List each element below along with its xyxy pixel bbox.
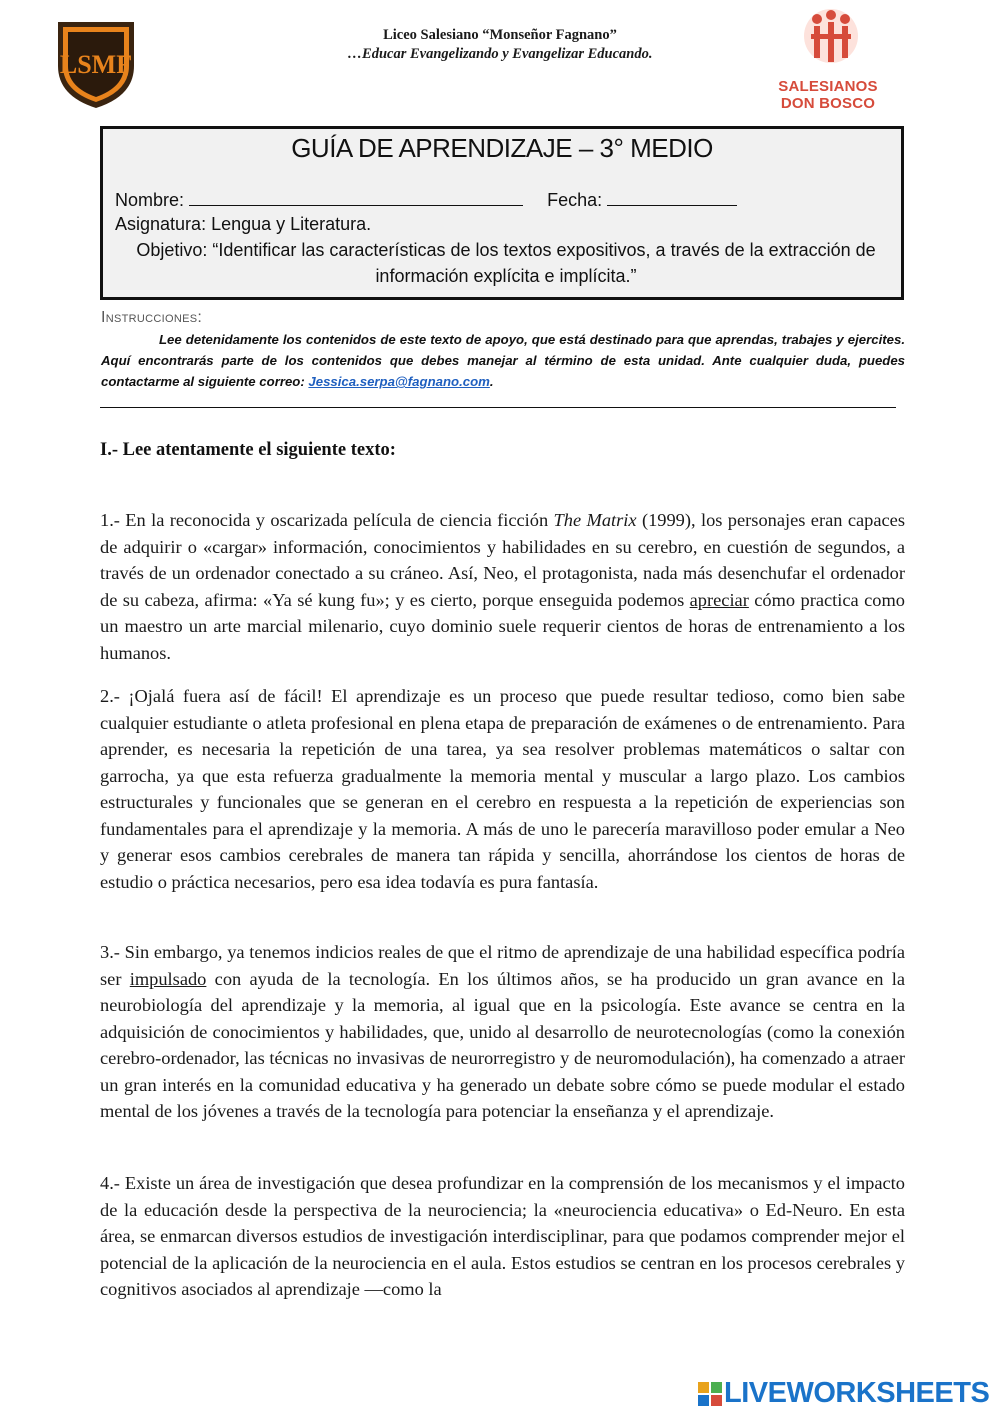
school-name: Liceo Salesiano “Monseñor Fagnano”: [383, 27, 617, 43]
section-divider: [100, 407, 896, 408]
name-date-line: [115, 189, 737, 211]
teacher-email-link[interactable]: Jessica.serpa@fagnano.com: [308, 374, 490, 389]
movie-title: The Matrix: [553, 510, 637, 530]
underlined-word-impulsado: impulsado: [129, 968, 207, 989]
subject-line: [115, 214, 371, 235]
salesianos-emblem-icon: [795, 6, 867, 72]
subject-value: : Lengua y Literatura.: [201, 214, 372, 234]
guide-info-box: [100, 126, 904, 300]
school-motto: …Educar Evangelizando y Evangelizar Educando.: [347, 46, 653, 62]
name-field[interactable]: [189, 189, 523, 206]
instructions-body: Lee detenidamente los contenidos de este texto de apoyo, que está destinado para que aprendas, trabajes y ejercites. Aquí encontrarás parte de los contenidos que debes manejar al término de esta unidad. Ante cualquier duda, puedes contactarme al siguiente correo:: [101, 332, 905, 389]
liveworksheets-watermark: LIVEWORKSHEETS: [724, 1377, 990, 1409]
name-label: Nombre:: [115, 190, 185, 210]
subject-label: Asignatura: [115, 214, 202, 234]
objective-text: “Identificar las características de los textos expositivos, a través de la extracción de información explícita e implícita.”: [212, 240, 876, 286]
paragraph-3: 3.- Sin embargo, ya tenemos indicios reales de que el ritmo de aprendizaje de una habilidad específica podría ser impulsado con ayuda de la tecnología. En los últimos años, se ha producido un gran avance en la neurobiología del aprendizaje y la memoria, al igual que en la psicología. Este avance se centra en la adquisición de conocimientos y habilidades, que, unido al desarrollo de neurotecnologías (como la conexión cerebro-ordenador, las técnicas no invasivas de neurorregistro y de neuromodulación), ha comenzado a atraer un gran interés en la comunidad educativa y ha generado un debate sobre cómo se puede modular el estado mental de los jóvenes a través de la tecnología para potenciar la enseñanza y el aprendizaje.: [100, 942, 905, 1121]
liveworksheets-logo-icon: [698, 1382, 722, 1406]
brand-name-line1: SALESIANOS: [778, 78, 878, 95]
section-heading: I.- Lee atentamente el siguiente texto:: [100, 440, 396, 460]
underlined-word-apreciar: apreciar: [689, 589, 749, 610]
objective-label: Objetivo:: [136, 240, 208, 260]
guide-title: GUÍA DE APRENDIZAJE – 3° MEDIO: [291, 133, 713, 163]
instructions-text: Lee detenidamente los contenidos de este texto de apoyo, que está destinado para que aprendas, trabajes y ejercites. Aquí encontrarás parte de los contenidos que debes manejar al término de esta unidad. Ante cualquier duda, puedes contactarme al siguiente correo: Jessica.serpa@fagnano.com.: [101, 332, 905, 389]
school-shield-logo: [52, 16, 140, 110]
objective-line: [115, 237, 897, 289]
instructions-heading: Instrucciones:: [101, 309, 203, 326]
svg-text:LSMF: LSMF: [59, 50, 133, 79]
brand-name-line2: DON BOSCO: [780, 95, 876, 112]
date-field[interactable]: [607, 189, 737, 206]
paragraph-1: 1.- En la reconocida y oscarizada película de ciencia ficción The Matrix (1999), los personajes eran capaces de adquirir o «cargar» información, conocimientos y habilidades en su cerebro, en cuestión de segundos, a través de un ordenador conectado a su cráneo. Así, Neo, el protagonista, nada más desenchufar el ordenador de su cabeza, afirma: «Ya sé kung fu»; y es cierto, porque enseguida podemos apreciar cómo practica como un maestro un arte marcial milenario, cuyo dominio suele requerir cientos de horas de entrenamiento a los humanos.: [100, 510, 905, 663]
paragraph-4: 4.- Existe un área de investigación que desea profundizar en la comprensión de los mecanismos y el impacto de la educación desde la perspectiva de la neurociencia; la «neurociencia educativa» o Ed-Neuro. En esta área, se enmarcan diversos estudios de investigación interdisciplinar, para que podamos comprender mejor el potencial de la aplicación de la neurociencia en el aula. Estos estudios se centran en los procesos cerebrales y cognitivos asociados al aprendizaje —como la: [100, 1173, 905, 1299]
paragraph-2: 2.- ¡Ojalá fuera así de fácil! El aprendizaje es un proceso que puede resultar tedioso, como bien sabe cualquier estudiante o atleta profesional en plena etapa de preparación de exámenes o de entrenamiento. Para aprender, es necesaria la repetición de una tarea, ya sea resolver problemas matemáticos o saltar con garrocha, ya que esta refuerza gradualmente la memoria mental y muscular a largo plazo. Los cambios estructurales y funcionales que se generan en el cerebro en respuesta a la repetición de experiencias son fundamentales para el aprendizaje y la memoria. A más de uno le parecería maravilloso poder emular a Neo y generar esos cambios cerebrales de manera tan rápida y sencilla, ahorrándose los cientos de horas de estudio o práctica necesarios, pero esa idea todavía es pura fantasía.: [100, 686, 905, 892]
date-label: Fecha:: [547, 190, 603, 210]
